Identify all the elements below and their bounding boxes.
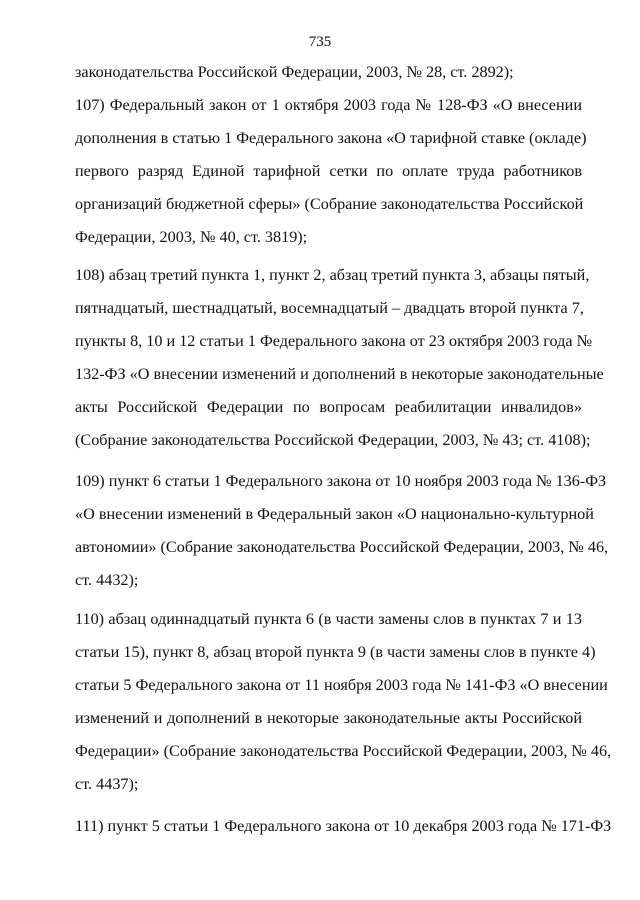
text-line: пункты 8, 10 и 12 статьи 1 Федерального закона от 23 октября 2003 года № (75, 332, 593, 350)
paragraph-111 (75, 810, 612, 843)
text-line: акты Российской Федерации по вопросам реабилитации инвалидов» (75, 398, 582, 416)
paragraph-106-continuation (75, 56, 582, 89)
text-line: 110) абзац одиннадцатый пункта 6 (в части замены слов в пунктах 7 и 13 (75, 610, 582, 628)
text-line: ст. 4437); (75, 775, 139, 793)
text-line: статьи 5 Федерального закона от 11 ноября 2003 года № 141-ФЗ «О внесении (75, 676, 608, 694)
paragraph-108 (75, 259, 604, 457)
paragraph-110 (75, 603, 612, 801)
page-number: 735 (308, 34, 332, 50)
text-line: 107) Федеральный закон от 1 октября 2003 года № 128-ФЗ «О внесении (75, 96, 582, 114)
paragraph-107 (75, 89, 587, 254)
text-line: автономии» (Собрание законодательства Российской Федерации, 2003, № 46, (75, 538, 609, 556)
text-line: законодательства Российской Федерации, 2003, № 28, ст. 2892); (75, 63, 514, 81)
text-line: организаций бюджетной сферы» (Собрание законодательства Российской (75, 195, 584, 213)
text-line: 111) пункт 5 статьи 1 Федерального закона от 10 декабря 2003 года № 171-ФЗ (75, 817, 612, 835)
text-line: первого разряд Единой тарифной сетки по оплате труда работников (75, 162, 582, 180)
paragraph-109 (75, 465, 609, 597)
text-line: 132-ФЗ «О внесении изменений и дополнений в некоторые законодательные (75, 365, 604, 383)
text-line: дополнения в статью 1 Федерального закона «О тарифной ставке (окладе) (75, 129, 587, 147)
text-line: «О внесении изменений в Федеральный закон «О национально-культурной (75, 505, 594, 523)
text-line: пятнадцатый, шестнадцатый, восемнадцатый – двадцать второй пункта 7, (75, 299, 584, 317)
text-line: статьи 15), пункт 8, абзац второй пункта 9 (в части замены слов в пункте 4) (75, 643, 596, 661)
text-line: ст. 4432); (75, 571, 139, 589)
text-line: Федерации, 2003, № 40, ст. 3819); (75, 228, 308, 246)
text-line: изменений и дополнений в некоторые законодательные акты Российской (75, 709, 582, 727)
text-line: 108) абзац третий пункта 1, пункт 2, абзац третий пункта 3, абзацы пятый, (75, 266, 590, 284)
text-line: (Собрание законодательства Российской Федерации, 2003, № 43; ст. 4108); (75, 431, 591, 449)
text-line: 109) пункт 6 статьи 1 Федерального закона от 10 ноября 2003 года № 136-ФЗ (75, 472, 607, 490)
text-line: Федерации» (Собрание законодательства Российской Федерации, 2003, № 46, (75, 742, 612, 760)
